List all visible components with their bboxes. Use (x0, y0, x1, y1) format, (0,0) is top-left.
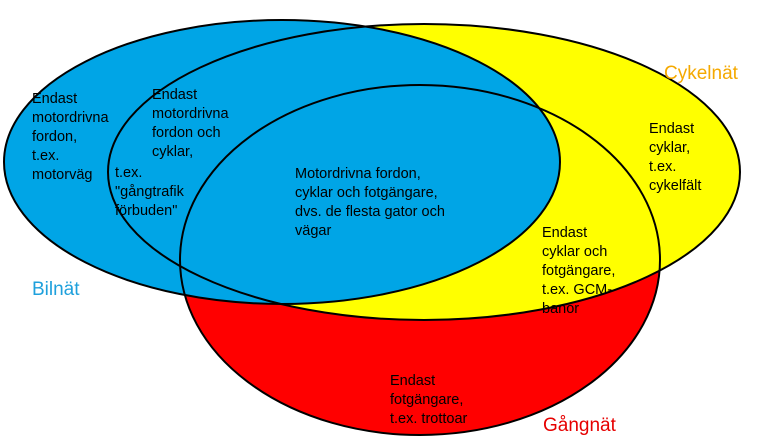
region-only-walk: Endast fotgängare, t.ex. trottoar (390, 373, 468, 427)
region-motor-cyc-b: t.ex. "gångtrafik förbuden" (115, 165, 184, 219)
gangnat-title: Gångnät (543, 415, 616, 436)
region-cyc-walk: Endast cyklar och fotgängare, t.ex. GCM- banor (542, 225, 616, 317)
region-only-motor: Endast motordrivna fordon, t.ex. motorväg (32, 91, 109, 183)
bilnat-title: Bilnät (32, 279, 80, 300)
region-motor-cyc-a: Endast motordrivna fordon och cyklar, (152, 87, 229, 160)
region-all: Motordrivna fordon, cyklar och fotgängare, dvs. de flesta gator och vägar (295, 166, 445, 239)
region-only-cyc: Endast cyklar, t.ex. cykelfält (649, 121, 702, 194)
cykelnat-title: Cykelnät (664, 63, 738, 84)
